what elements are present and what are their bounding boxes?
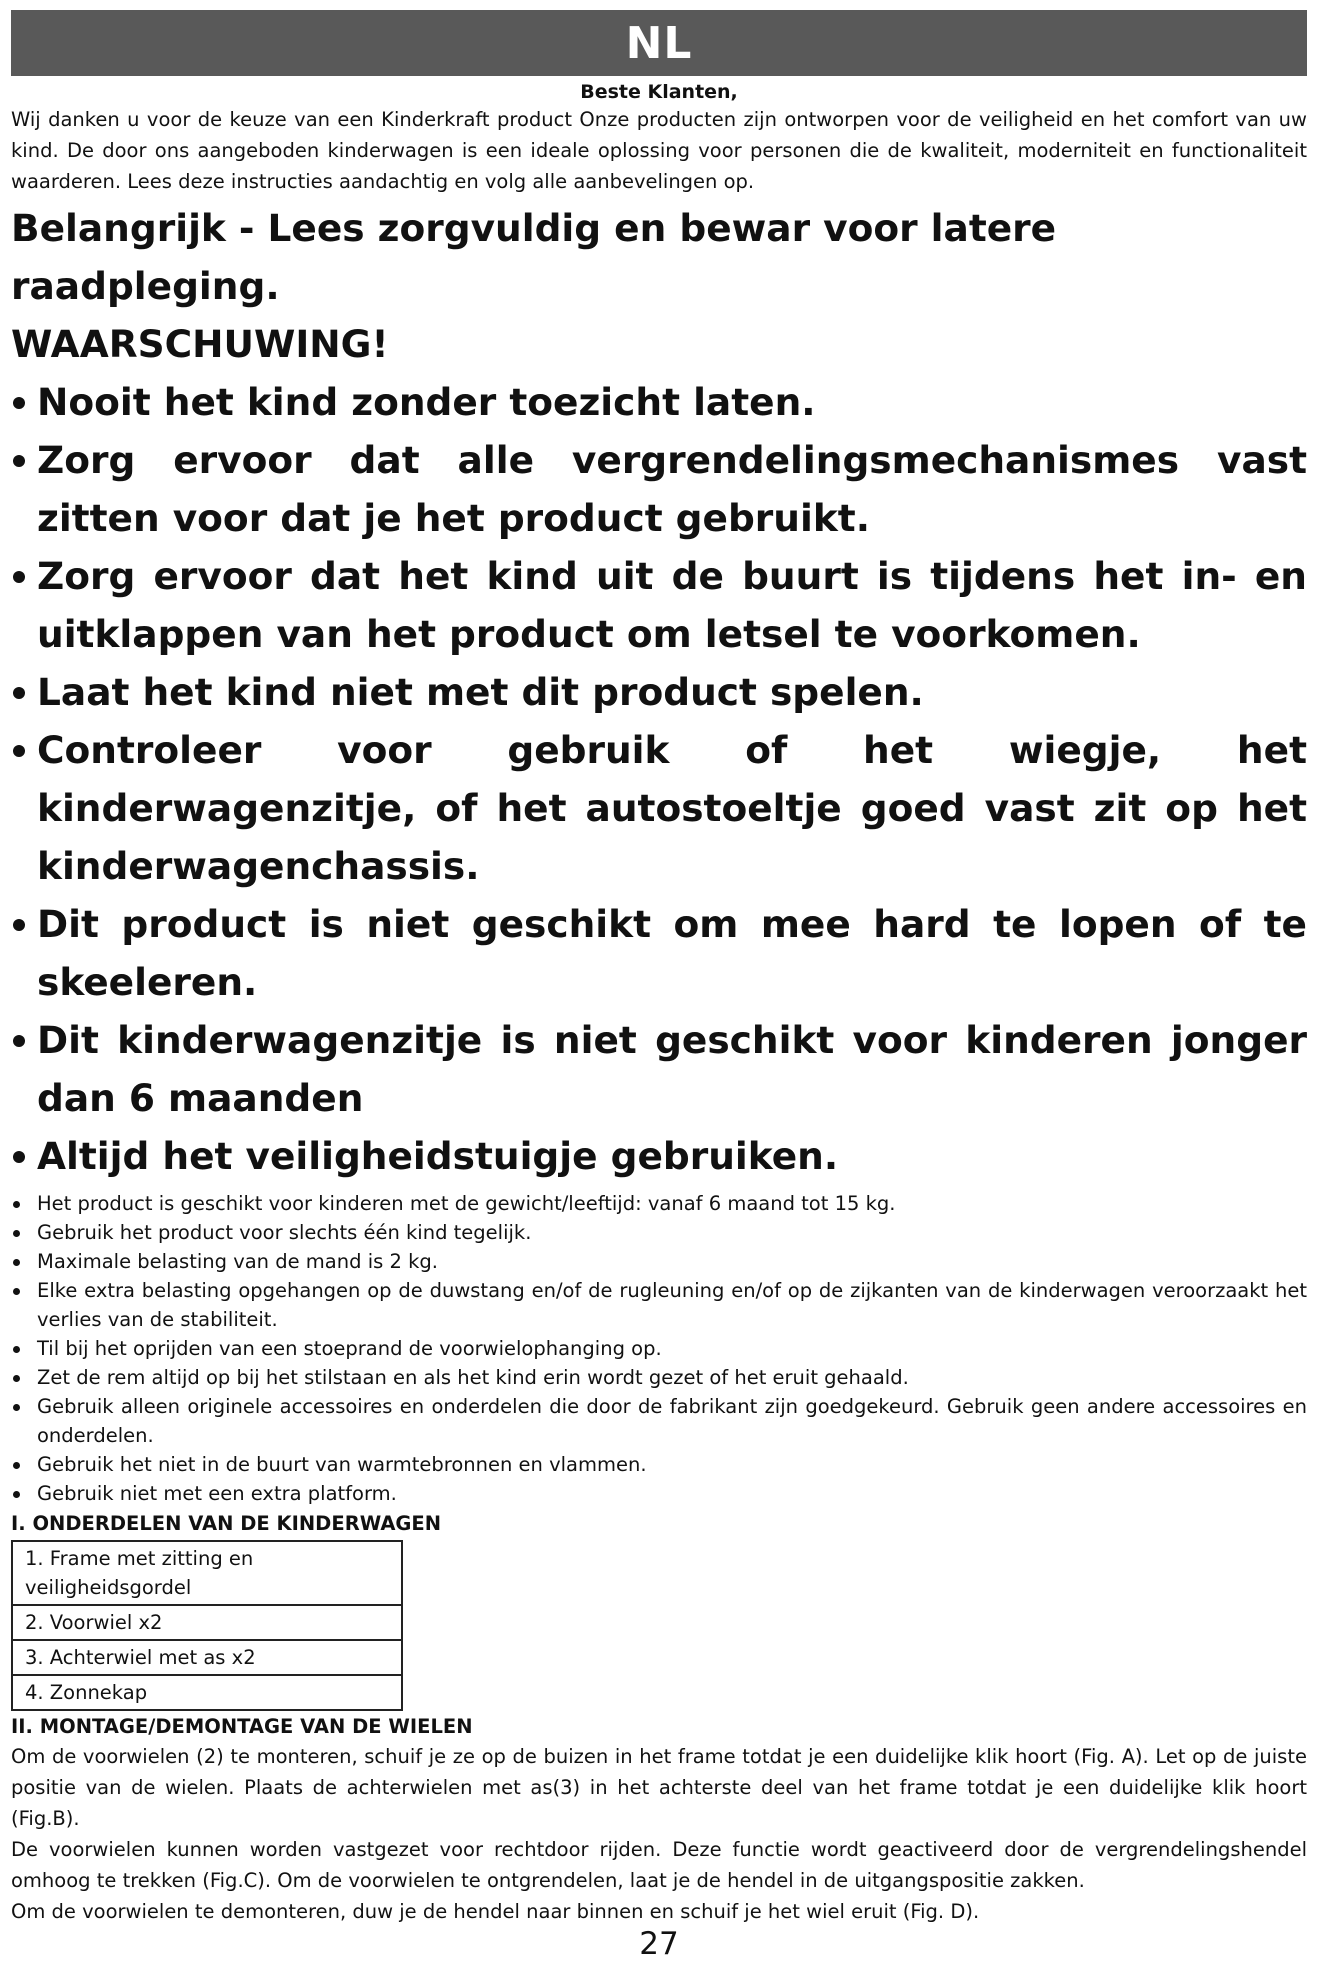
table-row [12, 1640, 402, 1675]
intro-paragraph: Wij danken u voor de keuze van een Kinderkraft product Onze producten zijn ontworpen voor de veiligheid en het comfort van uw kind. De door ons aangeboden kinderwagen is een ideale oplossing voor personen die de kwaliteit, moderniteit en functionaliteit waarderen. Lees deze instructies aandachtig en volg alle aanbevelingen op. [11, 108, 1307, 193]
language-code: NL [625, 17, 693, 69]
primary-warning-item: Controleer voor gebruik of het wiegje, het kinderwagenzitje, of het autostoeltje goed vast zit op het kinderwagenchassis. [11, 721, 1307, 895]
secondary-warning-item: Til bij het oprijden van een stoeprand de voorwielophanging op. [11, 1334, 1307, 1363]
bullet-icon [13, 1491, 20, 1498]
manual-page [11, 10, 1307, 1927]
language-header-bar [11, 10, 1307, 76]
table-cell: 2. Voorwiel x2 [12, 1605, 402, 1640]
bullet-icon [13, 571, 25, 583]
bullet-icon [13, 687, 25, 699]
important-notice: Belangrijk - Lees zorgvuldig en bewar voor latere raadpleging. [11, 206, 1057, 308]
section-title-parts: I. ONDERDELEN VAN DE KINDERWAGEN [11, 1512, 442, 1535]
bullet-icon [13, 397, 25, 409]
bullet-icon [13, 1404, 20, 1411]
bullet-icon [13, 1151, 25, 1163]
page-number: 27 [639, 1926, 679, 1962]
secondary-warning-item: Zet de rem altijd op bij het stilstaan en als het kind erin wordt gezet of het eruit gehaald. [11, 1363, 1307, 1392]
bullet-icon [13, 1346, 20, 1353]
bullet-icon [13, 455, 25, 467]
table-row [12, 1541, 402, 1605]
bullet-icon [13, 919, 25, 931]
section-title-wheels: II. MONTAGE/DEMONTAGE VAN DE WIELEN [11, 1715, 473, 1738]
bullet-icon [13, 1462, 20, 1469]
paragraph: Om de voorwielen te demonteren, duw je de hendel naar binnen en schuif je het wiel eruit (Fig. D). [11, 1900, 980, 1923]
table-cell: 4. Zonnekap [12, 1675, 402, 1710]
bullet-icon [13, 1375, 20, 1382]
primary-warning-item: Nooit het kind zonder toezicht laten. [11, 373, 1307, 431]
secondary-warning-item: Gebruik het product voor slechts één kind tegelijk. [11, 1218, 1307, 1247]
primary-warning-item: Dit kinderwagenzitje is niet geschikt voor kinderen jonger dan 6 maanden [11, 1011, 1307, 1127]
bullet-icon [13, 1201, 20, 1208]
primary-warning-list [11, 373, 1307, 1185]
bullet-icon [13, 1259, 20, 1266]
primary-warning-item: Zorg ervoor dat het kind uit de buurt is tijdens het in- en uitklappen van het product om letsel te voorkomen. [11, 547, 1307, 663]
primary-warning-item: Zorg ervoor dat alle vergrendelingsmechanismes vast zitten voor dat je het product gebruikt. [11, 431, 1307, 547]
table-cell: 3. Achterwiel met as x2 [12, 1640, 402, 1675]
secondary-warning-item: Het product is geschikt voor kinderen met de gewicht/leeftijd: vanaf 6 maand tot 15 kg. [11, 1189, 1307, 1218]
bullet-icon [13, 1288, 20, 1295]
primary-warning-item: Laat het kind niet met dit product spelen. [11, 663, 1307, 721]
table-row [12, 1675, 402, 1710]
primary-warning-item: Dit product is niet geschikt om mee hard te lopen of te skeeleren. [11, 895, 1307, 1011]
bullet-icon [13, 1035, 25, 1047]
paragraph: De voorwielen kunnen worden vastgezet voor rechtdoor rijden. Deze functie wordt geactiveerd door de vergrendelingshendel omhoog te trekken (Fig.C). Om de voorwielen te ontgrendelen, laat je de hendel in de uitgangspositie zakken. [11, 1838, 1307, 1892]
table-cell: 1. Frame met zitting en veiligheidsgordel [12, 1541, 402, 1605]
paragraph: Om de voorwielen (2) te monteren, schuif je ze op de buizen in het frame totdat je een duidelijke klik hoort (Fig. A). Let op de juiste positie van de wielen. Plaats de achterwielen met as(3) in het achterste deel van het frame totdat je een duidelijke klik hoort (Fig.B). [11, 1745, 1307, 1830]
primary-warning-item: Altijd het veiligheidstuigje gebruiken. [11, 1127, 1307, 1185]
bullet-icon [13, 745, 25, 757]
bullet-icon [13, 1230, 20, 1237]
secondary-warning-item: Maximale belasting van de mand is 2 kg. [11, 1247, 1307, 1276]
secondary-warning-item: Gebruik alleen originele accessoires en onderdelen die door de fabrikant zijn goedgekeurd. Gebruik geen andere accessoires en onderdelen. [11, 1392, 1307, 1450]
table-row [12, 1605, 402, 1640]
secondary-warning-list [11, 1189, 1307, 1508]
greeting: Beste Klanten, [580, 81, 738, 103]
secondary-warning-item: Gebruik het niet in de buurt van warmtebronnen en vlammen. [11, 1450, 1307, 1479]
secondary-warning-item: Elke extra belasting opgehangen op de duwstang en/of de rugleuning en/of op de zijkanten van de kinderwagen veroorzaakt het verlies van de stabiliteit. [11, 1276, 1307, 1334]
parts-table [11, 1540, 403, 1711]
warning-heading: WAARSCHUWING! [11, 322, 389, 366]
secondary-warning-item: Gebruik niet met een extra platform. [11, 1479, 1307, 1508]
